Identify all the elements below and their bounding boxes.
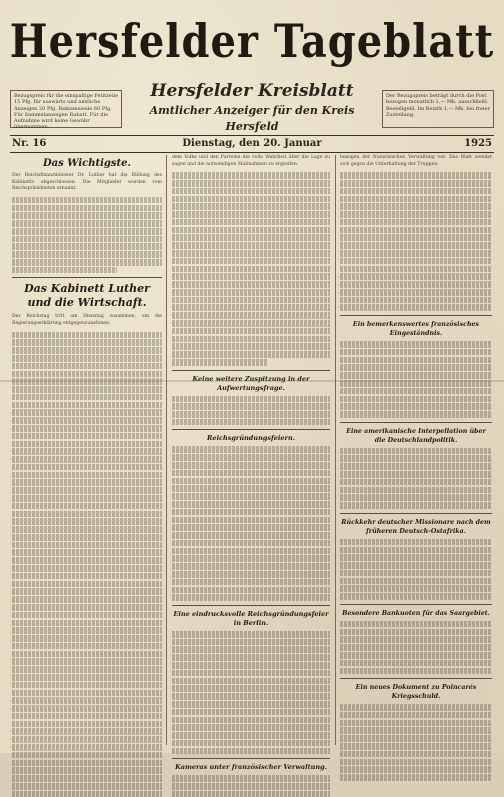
column-right: [340, 155, 492, 750]
paper-crease: [0, 380, 504, 382]
right-info-box: Der Bezugspreis beträgt durch die Post bezogen monatlich 1,— Mk. ausschließl. Bestellgeld. Im Bezirk 1,— Mk. bei freier Zustellung.: [382, 90, 494, 128]
left-info-box: Bezugspreis für die einspaltige Petitzeile 15 Pfg. für auswärts und amtliche Anzeigen 20 Pfg. Reklamezeile 60 Pfg. Für Sammelanzeigen Rabatt. Für die Aufnahme wird keine Gewähr übernommen.: [10, 90, 122, 128]
headline-feier-berlin: Eine eindrucksvolle Reichsgründungsfeier in Berlin.: [173, 609, 329, 627]
column-left-paragraph-2: Der Reichstag tritt am Dienstag zusammen, um die Regierungserklärung entgegenzunehmen.: [12, 314, 162, 326]
issue-number: Nr. 16: [12, 138, 47, 149]
column-divider-2: [335, 155, 336, 745]
subtitle-kreisblatt: Hersfelder Kreisblatt: [150, 81, 354, 101]
issue-date: Dienstag, den 20. Januar: [182, 138, 322, 149]
masthead-title: Hersfelder Tageblatt: [9, 14, 495, 69]
headline-missionare: Rückkehr deutscher Missionare nach dem früheren Deutsch-Ostafrika.: [341, 518, 491, 535]
issue-year: 1925: [464, 138, 492, 149]
dateline-bar: [10, 135, 494, 153]
column-middle: [172, 155, 330, 772]
column-left: [12, 155, 162, 750]
headline-kabinett-luther: Das Kabinett Luther und die Wirtschaft.: [24, 282, 150, 310]
headline-franzoesisches-eingestaendnis: Ein bemerkenswertes französisches Eingeständnis.: [352, 321, 480, 338]
column-left-paragraph-1: Der Reichsfinanzminister Dr. Luther hat die Bildung des Kabinetts abgeschlossen. Die Mitglieder wurden vom Reichspräsidenten ernannt.: [12, 173, 162, 192]
headline-reichsgruendungsfeiern: Reichsgründungsfeiern.: [207, 434, 295, 443]
subtitle-anzeiger: Amtlicher Anzeiger für den Kreis Hersfeld: [149, 104, 355, 133]
headline-amerikanische-interpellation: Eine amerikanische Interpellation über die Deutschlandpolitik.: [346, 427, 486, 444]
headline-banknoten-saargebiet: Besondere Bankuoten für das Saargebiet.: [342, 609, 490, 617]
headline-kameras-verwaltung: Kameras unter französischer Verwaltung.: [175, 763, 327, 772]
column-right-paragraph-1: bezogen der französischen Verwaltung vor. Das Blatt wendet sich gegen die Unterhaltung der Truppen.: [340, 155, 492, 167]
column-middle-paragraph-1: dem Volke und den Parteien die volle Wahrheit über die Lage zu sagen und die notwendigen Maßnahmen zu ergreifen.: [172, 155, 330, 167]
column-divider-1: [166, 155, 167, 745]
headline-aufwertungsfrage: Keine weitere Zuspitzung in der Aufwertungsfrage.: [192, 374, 310, 392]
headline-poincare-kriegsschuld: Ein neues Dokument zu Poincarés Kriegsschuld.: [355, 684, 477, 701]
headline-das-wichtigste: Das Wichtigste.: [43, 158, 131, 169]
